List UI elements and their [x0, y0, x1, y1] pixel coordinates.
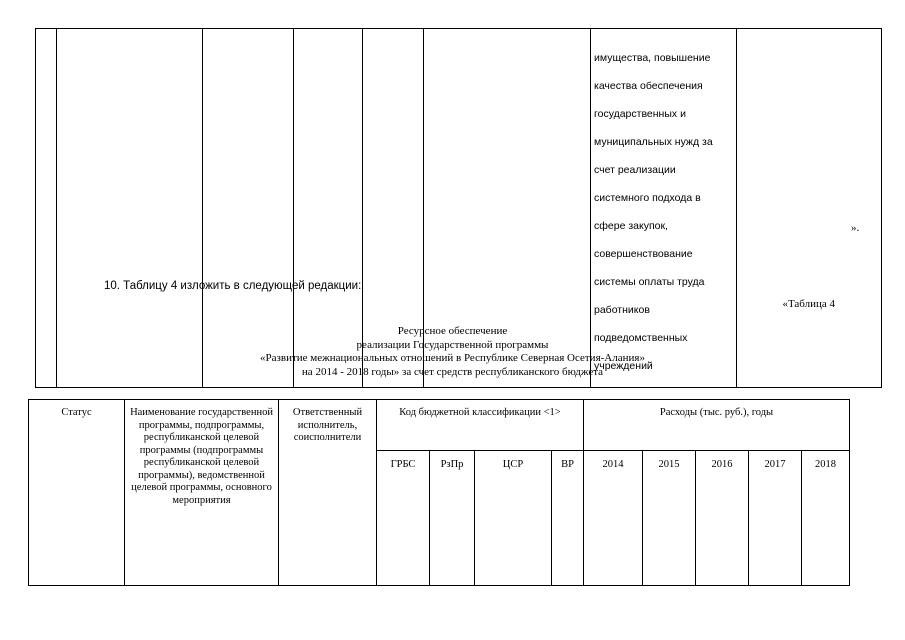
year-label: 2016	[711, 459, 733, 470]
resource-table-header	[28, 399, 850, 586]
header-executor	[279, 400, 377, 586]
caption-line: на 2014 - 2018 годы» за счет средств республиканского бюджета	[301, 365, 604, 378]
text-line: качества обеспечения	[594, 80, 703, 92]
closing-quote-mark: ».	[851, 222, 860, 234]
code-label: ГРБС	[390, 459, 416, 470]
header-year-2017	[749, 451, 802, 586]
header-year-2015	[643, 451, 696, 586]
header-status-label: Статус	[61, 407, 92, 418]
text-line: муниципальных нужд за	[594, 136, 713, 148]
header-code-rzpr	[430, 451, 475, 586]
code-label: РзПр	[440, 459, 464, 470]
text-line: совершенствование	[594, 248, 693, 260]
header-expenses-label: Расходы (тыс. руб.), годы	[659, 407, 774, 418]
text-line: имущества, повышение	[594, 52, 711, 64]
header-name-label: Наименование государственной программы, подпрограммы, республиканской целевой программы (подпрограммы республиканской целевой программы), ведомственной целевой программы, основного мероприятия	[130, 407, 273, 506]
header-expenses	[584, 400, 850, 451]
text-line: государственных и	[594, 108, 686, 120]
text-line: счет реализации	[594, 164, 676, 176]
header-name	[125, 400, 279, 586]
header-code-grbs	[377, 451, 430, 586]
header-code-vr	[552, 451, 584, 586]
header-budget-code	[377, 400, 584, 451]
text-line: сфере закупок,	[594, 220, 668, 232]
header-year-2018	[802, 451, 850, 586]
year-label: 2014	[602, 459, 624, 470]
text-line: работников	[594, 304, 650, 316]
text-line: системного подхода в	[594, 192, 701, 204]
instruction-paragraph: 10. Таблицу 4 изложить в следующей редакции:	[104, 280, 362, 292]
text-line: подведомственных	[594, 332, 688, 344]
year-label: 2017	[764, 459, 786, 470]
header-code-csr	[475, 451, 552, 586]
text-line: учреждений	[594, 360, 653, 372]
header-budget-code-label: Код бюджетной классификации <1>	[399, 407, 561, 418]
caption-line: реализации Государственной программы	[356, 338, 549, 351]
header-year-2016	[696, 451, 749, 586]
text-line: системы оплаты труда	[594, 276, 705, 288]
caption-line: «Развитие межнациональных отношений в Республике Северная Осетия-Алания»	[260, 352, 645, 364]
header-year-2014	[584, 451, 643, 586]
year-label: 2015	[658, 459, 680, 470]
table-label: «Таблица 4	[782, 298, 835, 310]
code-label: ЦСР	[502, 459, 524, 470]
table-caption	[0, 325, 905, 379]
code-label: ВР	[561, 459, 574, 470]
header-status	[29, 400, 125, 586]
year-label: 2018	[815, 459, 836, 470]
caption-line: Ресурсное обеспечение	[397, 325, 508, 337]
header-executor-label: Ответственный исполнитель, соисполнители	[292, 407, 363, 443]
